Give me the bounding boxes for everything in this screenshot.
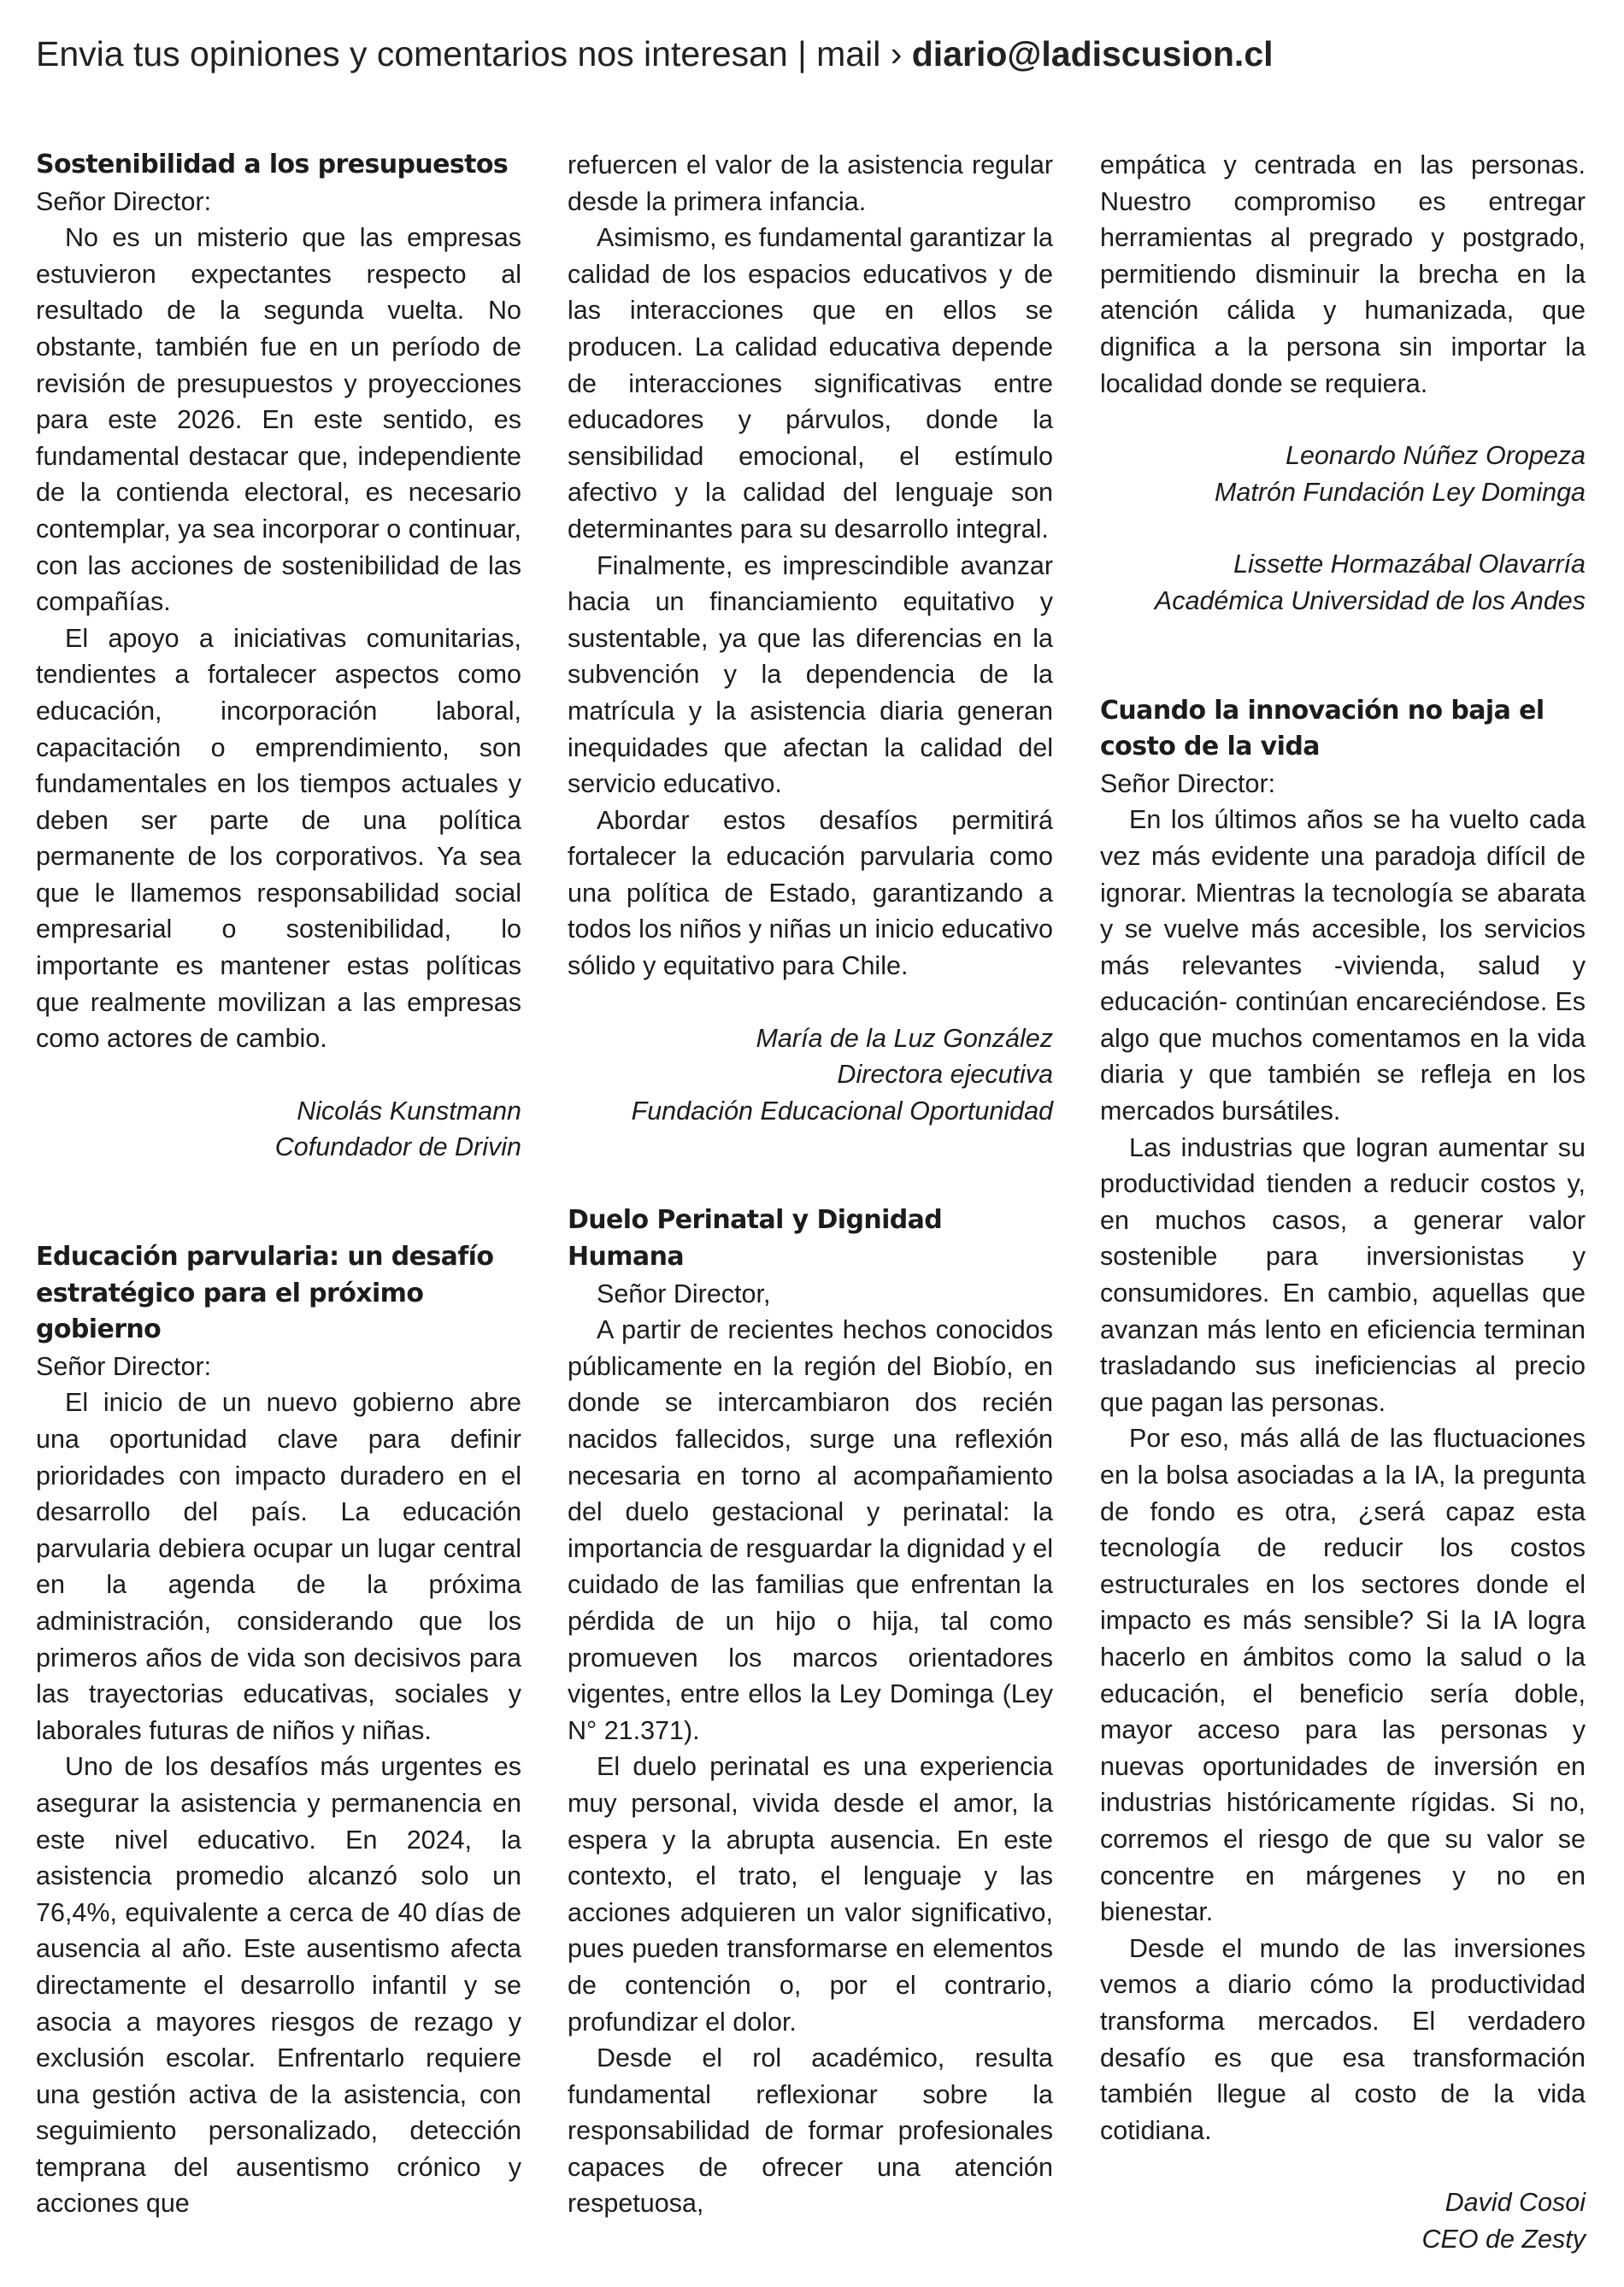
paragraph: Abordar estos desafíos permitirá fortalecer la educación parvularia como una política de Estado, garantizando a todos los niños y niñas un inicio educativo sólido y equitativo para Chile.: [568, 805, 1053, 981]
column-3: [1100, 147, 1586, 2257]
paragraph: Desde el mundo de las inversiones vemos a diario cómo la productividad transforma mercados. El verdadero desafío es que esa transformación también llegue al costo de la vida cotidiana.: [1100, 1933, 1586, 2145]
paragraph-continued: empática y centrada en las personas. Nuestro compromiso es entregar herramientas al pregrado y postgrado, permitiendo disminuir la brecha en la atención cálida y humanizada, que dignifica a la persona sin importar la localidad donde se requiera.: [1100, 150, 1586, 398]
salutation: Señor Director,: [597, 1279, 771, 1308]
signature-name: Nicolás Kunstmann: [297, 1096, 521, 1126]
signature-role: Académica Universidad de los Andes: [1154, 585, 1586, 615]
paragraph: Asimismo, es fundamental garantizar la calidad de los espacios educativos y de las interacciones que en ellos se producen. La calidad educativa depende de interacciones significativas entre educadores y párvulos, donde la sensibilidad emocional, el estímulo afectivo y la calidad del lenguaje son determinantes para su desarrollo integral.: [568, 223, 1053, 544]
column-1: [36, 147, 521, 2222]
signature-name: Lissette Hormazábal Olavarría: [1233, 550, 1586, 579]
paragraph: Las industrias que logran aumentar su productividad tienden a reducir costos y, en muchos casos, a generar valor sostenible para inversionistas y consumidores. En cambio, aquellas que avanzan más lento en eficiencia terminan trasladando sus ineficiencias al precio que pagan las personas.: [1100, 1132, 1586, 1417]
header-text: Envia tus opiniones y comentarios nos interesan | mail ›: [36, 34, 912, 73]
paragraph: El duelo perinatal es una experiencia muy personal, vivida desde el amor, la espera y la abrupta ausencia. En este contexto, el trato, el lenguaje y las acciones adquieren un valor significativo, pues pueden transformarse en elementos de contención o, por el contrario, profundizar el dolor.: [568, 1752, 1053, 2037]
signature-org: Fundación Educacional Oportunidad: [631, 1096, 1053, 1126]
paragraph-part: Desde el rol académico, resulta fundamental reflexionar sobre la responsabilidad de formar profesionales capaces de ofrecer una atención respetuosa,: [568, 2043, 1053, 2219]
column-2: [568, 147, 1053, 2222]
paragraph: Finalmente, es imprescindible avanzar hacia un financiamiento equitativo y sustentable, ya que las diferencias en la subvención y la dependencia de la matrícula y la asistencia diaria generan inequidades que afectan la calidad del servicio educativo.: [568, 550, 1053, 799]
signature-name: María de la Luz González: [756, 1023, 1053, 1053]
letter-title: Cuando la innovación no baja el costo de la vida: [1100, 695, 1545, 762]
letter-title: Sostenibilidad a los presupuestos: [36, 150, 509, 179]
paragraph: El inicio de un nuevo gobierno abre una oportunidad clave para definir prioridades con impacto duradero en el desarrollo del país. La educación parvularia debiera ocupar un lugar central en la agenda de la próxima administración, considerando que los primeros años de vida son decisivos para las trayectorias educativas, sociales y laborales futuras de niños y niñas.: [36, 1388, 521, 1745]
signature-name: Leonardo Núñez Oropeza: [1286, 441, 1586, 471]
letter-title: Educación parvularia: un desafío estratégico para el próximo gobierno: [36, 1242, 494, 1345]
signature-role: Directora ejecutiva: [837, 1060, 1053, 1090]
paragraph: No es un misterio que las empresas estuvieron expectantes respecto al resultado de la segunda vuelta. No obstante, también fue en un período de revisión de presupuestos y proyecciones para este 2026. En este sentido, es fundamental destacar que, independiente de la contienda electoral, es necesario contemplar, ya sea incorporar o continuar, con las acciones de sostenibilidad de las compañías.: [36, 223, 521, 617]
contact-header: [36, 24, 1592, 84]
paragraph: En los últimos años se ha vuelto cada vez más evidente una paradoja difícil de ignorar. Mientras la tecnología se abarata y se vuelve más accesible, los servicios más relevantes -vivienda, salud y educación- continúan encareciéndose. Es algo que muchos comentamos en la vida diaria y que también se refleja en los mercados bursátiles.: [1100, 805, 1586, 1126]
salutation: Señor Director:: [36, 186, 212, 216]
letter-title: Duelo Perinatal y Dignidad Humana: [568, 1205, 943, 1273]
paragraph: Por eso, más allá de las fluctuaciones en la bolsa asociadas a la IA, la pregunta de fondo es otra, ¿será capaz esta tecnología de reducir los costos estructurales en los sectores donde el impacto es más sensible? Si la IA logra hacerlo en ámbitos como la salud o la educación, el beneficio sería doble, mayor acceso para las personas y nuevas oportunidades de inversión en industrias históricamente rígidas. Si no, corremos el riesgo de que su valor se concentre en márgenes y no en bienestar.: [1100, 1424, 1586, 1927]
salutation: Señor Director:: [1100, 768, 1276, 798]
contact-email-link[interactable]: diario@ladiscusion.cl: [911, 34, 1274, 73]
paragraph-continued: refuercen el valor de la asistencia regular desde la primera infancia.: [568, 150, 1053, 216]
paragraph: A partir de recientes hechos conocidos públicamente en la región del Biobío, en donde se intercambiaron dos recién nacidos fallecidos, surge una reflexión necesaria en torno al acompañamiento del duelo gestacional y perinatal: la importancia de resguardar la dignidad y el cuidado de las familias que enfrentan la pérdida de un hijo o hija, tal como promueven los marcos orientadores vigentes, entre ellos la Ley Dominga (Ley N° 21.371).: [568, 1315, 1053, 1745]
paragraph: El apoyo a iniciativas comunitarias, tendientes a fortalecer aspectos como educación, incorporación laboral, capacitación o emprendimiento, son fundamentales en los tiempos actuales y deben ser parte de una política permanente de los corporativos. Ya sea que le llamemos responsabilidad social empresarial o sostenibilidad, lo importante es mantener estas políticas que realmente movilizan a las empresas como actores de cambio.: [36, 623, 521, 1054]
signature-name: David Cosoi: [1445, 2188, 1586, 2218]
signature-role: Matrón Fundación Ley Dominga: [1214, 477, 1586, 507]
signature-role: Cofundador de Drivin: [274, 1132, 521, 1162]
paragraph-part: Uno de los desafíos más urgentes es asegurar la asistencia y permanencia en este nivel educativo. En 2024, la asistencia promedio alcanzó solo un 76,4%, equivalente a cerca de 40 días de ausencia al año. Este ausentismo afecta directamente el desarrollo infantil y se asocia a mayores riesgos de rezago y exclusión escolar. Enfrentarlo requiere una gestión activa de la asistencia, con seguimiento personalizado, detección temprana del ausentismo crónico y acciones que: [36, 1752, 521, 2219]
salutation: Señor Director:: [36, 1351, 212, 1381]
signature-role: CEO de Zesty: [1421, 2224, 1586, 2254]
